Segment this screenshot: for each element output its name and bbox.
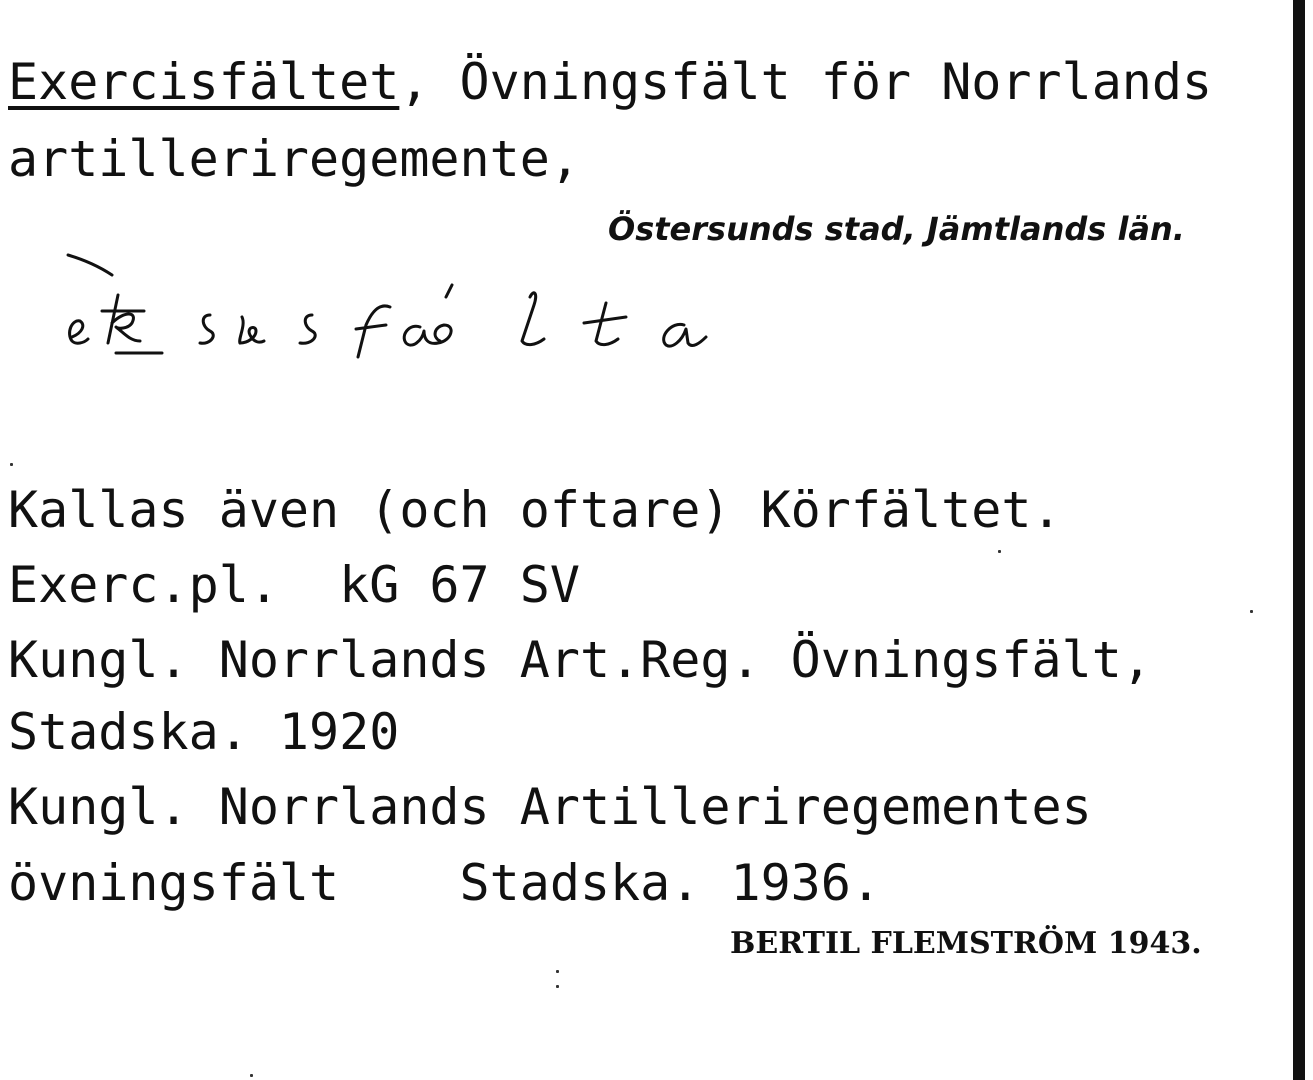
note-also-called: Kallas även (och oftare) Körfältet.	[8, 481, 1062, 539]
headword: Exercisfältet	[8, 53, 400, 111]
card-edge-shadow	[1293, 0, 1305, 1080]
place-stamp: Östersunds stad, Jämtlands län.	[608, 210, 1185, 248]
scan-speck	[556, 970, 559, 973]
scan-speck	[998, 550, 1001, 553]
author-signature: BERTIL FLEMSTRÖM 1943.	[730, 926, 1202, 961]
headline-continuation: artilleriregemente,	[8, 130, 580, 188]
map-reference: Exerc.pl. kG 67 SV	[8, 556, 580, 614]
headline-rest: , Övningsfält för Norrlands	[399, 53, 1213, 111]
handwritten-pronunciation	[60, 245, 760, 375]
headline	[8, 53, 1213, 111]
scan-speck	[556, 985, 559, 988]
source-line-1-year: Stadska. 1920	[8, 703, 400, 761]
source-line-2-year: övningsfält Stadska. 1936.	[8, 854, 881, 912]
source-line-2: Kungl. Norrlands Artilleriregementes	[8, 778, 1092, 836]
scan-speck	[1250, 610, 1253, 613]
source-line-1: Kungl. Norrlands Art.Reg. Övningsfält,	[8, 631, 1152, 689]
scan-speck	[250, 1074, 253, 1077]
scan-speck	[10, 463, 13, 466]
